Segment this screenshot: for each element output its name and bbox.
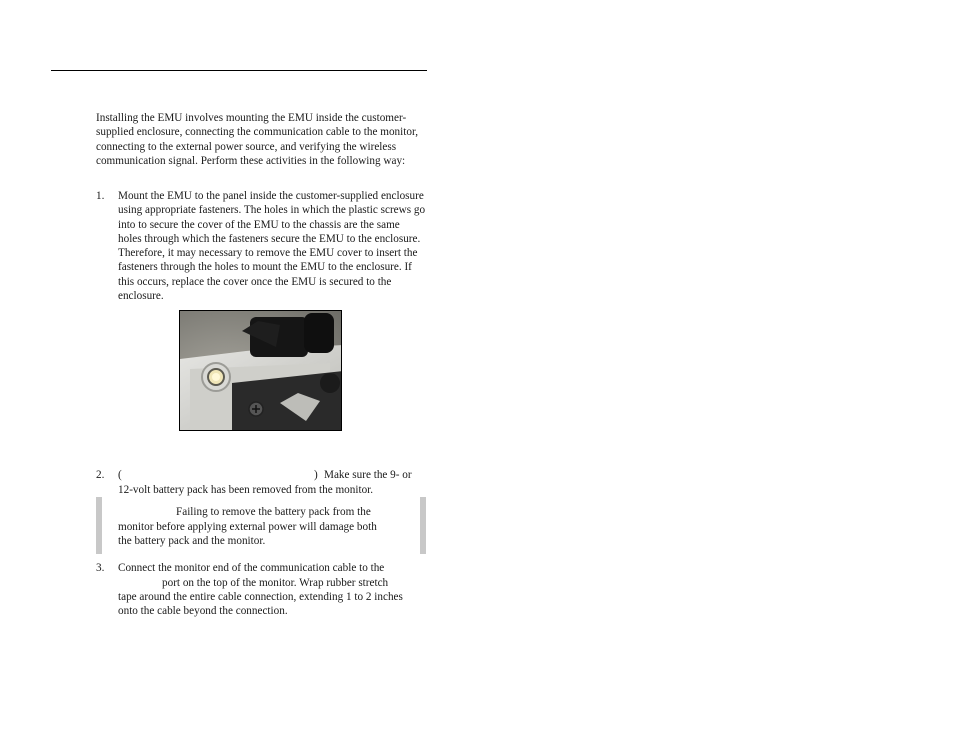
step-3-text-a: Connect the monitor end of the communication cable to the (118, 562, 385, 574)
note-right-bar (420, 497, 426, 554)
step-1-number: 1. (96, 190, 105, 202)
note-text (118, 505, 408, 549)
note-line-3: the battery pack and the monitor. (118, 535, 266, 548)
step-2-close-paren: ) (314, 469, 318, 481)
note-line-2: monitor before applying external power will damage both (118, 520, 377, 533)
step-2-open-paren: ( (118, 469, 122, 481)
step-2-number: 2. (96, 469, 105, 481)
note-line-1: Failing to remove the battery pack from the (176, 506, 371, 518)
step-3-text-d: onto the cable beyond the connection. (118, 605, 288, 617)
step-3-text-b: port on the top of the monitor. Wrap rubber stretch (162, 577, 389, 589)
caution-note (96, 497, 426, 554)
step-2-text-a: Make sure the 9- or (324, 469, 412, 481)
step-3-number: 3. (96, 562, 105, 574)
emu-mounting-photo (179, 310, 342, 431)
header-rule (51, 70, 427, 71)
note-left-bar (96, 497, 102, 554)
emu-photo-illustration (180, 311, 342, 431)
step-3-text-c: tape around the entire cable connection, extending 1 to 2 inches (118, 591, 403, 603)
intro-paragraph: Installing the EMU involves mounting the EMU inside the customer-supplied enclosure, connecting the communication cable to the monitor, connecting to the external power source, and verifying the wireless communication signal. Perform these activities in the following way: (96, 112, 419, 167)
step-2-text-b: 12-volt battery pack has been removed from the monitor. (118, 484, 374, 496)
step-1-text: Mount the EMU to the panel inside the customer-supplied enclosure using appropriate fasteners. The holes in which the plastic screws go into to secure the cover of the EMU to the chassis are the same holes through which the fasteners secure the EMU to the enclosure. Therefore, it may necessary to remove the EMU cover to insert the fasteners through the holes to mount the EMU to the enclosure. If this occurs, replace the cover once the EMU is secured to the enclosure. (118, 190, 426, 303)
